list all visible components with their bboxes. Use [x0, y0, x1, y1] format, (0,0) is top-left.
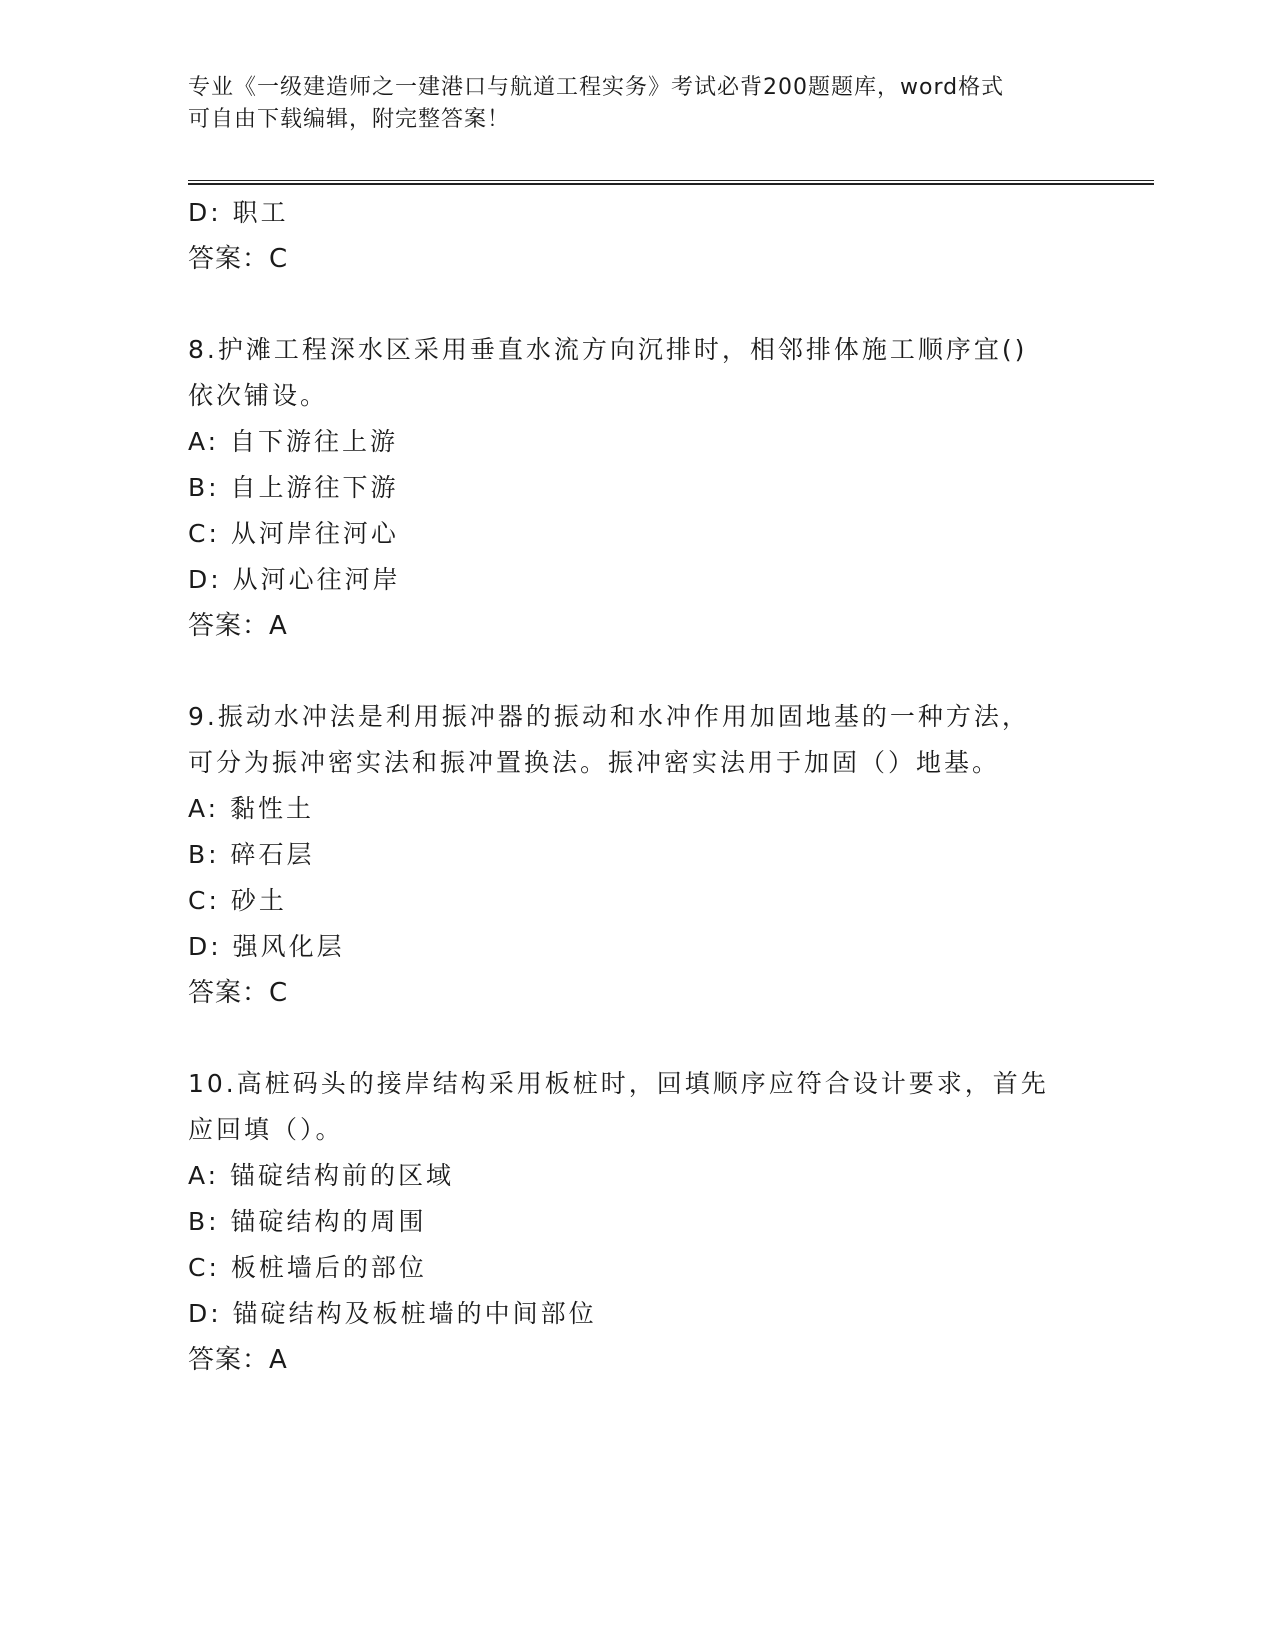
- question-text-line-2: 依次铺设。: [188, 381, 329, 410]
- spacer: [188, 649, 1088, 694]
- option-a: A: 锚碇结构前的区域: [188, 1161, 455, 1190]
- option-d: D: 强风化层: [188, 932, 345, 961]
- option-b: B: 锚碇结构的周围: [188, 1207, 427, 1236]
- question-text-line-1: 10.高桩码头的接岸结构采用板桩时，回填顺序应符合设计要求，首先: [188, 1069, 1049, 1098]
- option-c: C: 砂土: [188, 886, 287, 915]
- question-10: [188, 1061, 1088, 1383]
- question-text-line-1: 8.护滩工程深水区采用垂直水流方向沉排时，相邻排体施工顺序宜(): [188, 335, 1028, 364]
- option-a: A: 黏性土: [188, 794, 315, 823]
- option-c: C: 从河岸往河心: [188, 519, 399, 548]
- header-divider-thin: [188, 180, 1154, 181]
- answer: 答案：A: [188, 611, 288, 641]
- option-d: D: 职工: [188, 198, 289, 227]
- header-divider-thick: [188, 183, 1154, 185]
- header-line-1: 专业《一级建造师之一建港口与航道工程实务》考试必背200题题库，word格式: [188, 75, 1005, 100]
- option-a: A: 自下游往上游: [188, 427, 399, 456]
- option-b: B: 自上游往下游: [188, 473, 399, 502]
- question-8: [188, 327, 1088, 649]
- question-9: [188, 694, 1088, 1016]
- option-d: D: 锚碇结构及板桩墙的中间部位: [188, 1299, 597, 1328]
- question-text-line-2: 应回填（）。: [188, 1115, 344, 1144]
- spacer: [188, 1016, 1088, 1061]
- question-text-line-2: 可分为振冲密实法和振冲置换法。振冲密实法用于加固（）地基。: [188, 748, 1001, 777]
- option-b: B: 碎石层: [188, 840, 315, 869]
- answer: 答案：C: [188, 978, 289, 1008]
- option-c: C: 板桩墙后的部位: [188, 1253, 427, 1282]
- answer: 答案：C: [188, 244, 289, 274]
- page-content: [188, 190, 1088, 1383]
- spacer: [188, 282, 1088, 327]
- question-text-line-1: 9.振动水冲法是利用振冲器的振动和水冲作用加固地基的一种方法，: [188, 702, 1030, 731]
- page-header: [188, 72, 1088, 136]
- option-d: D: 从河心往河岸: [188, 565, 401, 594]
- answer: 答案：A: [188, 1345, 288, 1375]
- header-line-2: 可自由下载编辑，附完整答案！: [188, 107, 511, 132]
